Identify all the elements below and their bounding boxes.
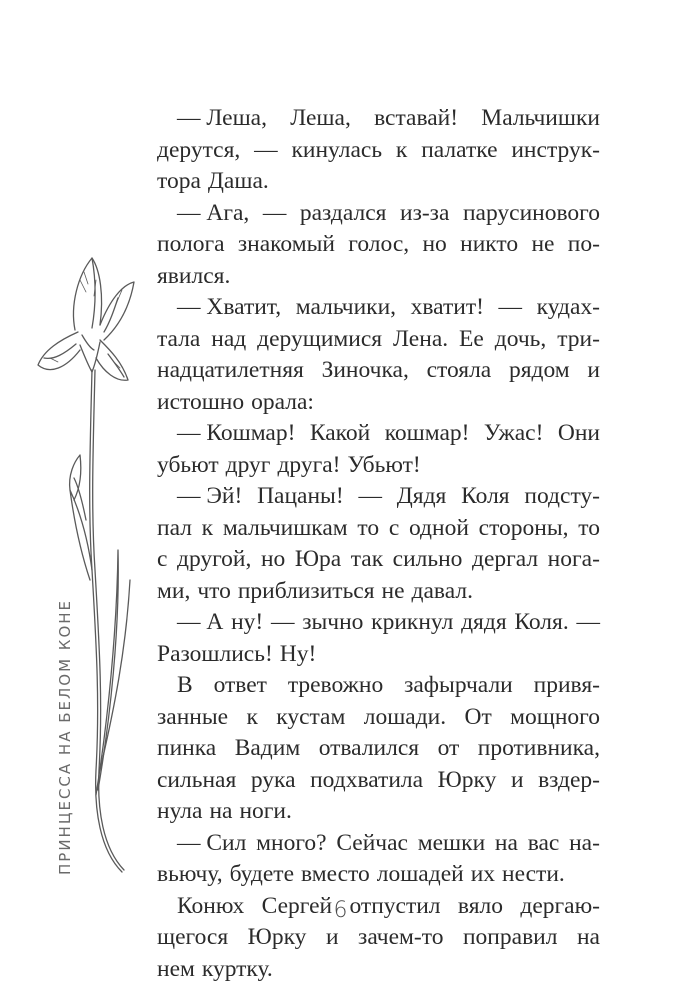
text-line [157,607,600,639]
word: Убьют! [347,451,421,478]
word: Юра [294,546,342,572]
word: друга! [277,451,341,478]
word: — Сил [177,829,247,856]
word: Ну! [279,640,317,667]
word: Юрку [437,766,497,793]
word: — [254,136,278,163]
text-line [157,418,600,450]
text-line [157,103,600,135]
word: дядя [461,609,507,635]
word: Юрку [247,924,307,950]
word: дерущимися [257,325,383,352]
text-line [157,733,600,765]
text-line [157,765,600,797]
word: противника, [477,735,600,761]
word: от [437,735,460,761]
word: на- [569,829,600,856]
word: отпустил [349,892,441,919]
word: на [209,798,233,824]
word: вяло [457,892,503,919]
word: вставай! [374,105,459,131]
word: Лена. [393,325,449,352]
word: подхватила [310,766,424,793]
word: рядом [508,357,570,383]
body-text [157,103,600,985]
word: Зиночка, [321,357,409,383]
word: Они [557,420,600,446]
word: приблизиться [237,577,375,604]
word: нула [157,798,203,824]
text-line [157,954,600,986]
text-line [157,639,600,671]
word: вместо [301,861,370,887]
word: — Эй! [177,483,243,509]
page-number: 6 [333,898,348,923]
word: к [395,136,408,163]
word: зычно [302,609,364,635]
word: подсту- [524,483,600,509]
word: но [260,546,286,572]
text-line [157,166,600,198]
word: мальчики, [295,294,397,320]
word: и [510,766,524,793]
iris-flower-illustration [30,250,150,880]
word: по- [567,231,600,257]
word: так [350,546,384,572]
word: кинулась [291,136,383,163]
word: дергал [471,546,539,572]
word: ноги. [239,798,292,824]
word: В [177,672,193,698]
word: нем [157,955,195,982]
word: щегося [157,924,229,950]
word: и [325,924,339,950]
word: их [470,861,496,887]
word: голос, [348,231,410,257]
word: лошадей [376,861,464,887]
text-line [157,355,600,387]
word: три- [557,325,600,352]
word: к [246,703,258,730]
word: Вадим [234,735,301,761]
text-line [157,670,600,702]
text-line [157,576,600,608]
word: мощного [510,703,600,730]
word: отвалился [318,735,420,761]
word: рука [250,766,296,793]
word: Леша, [290,105,351,131]
word: пал [157,514,192,541]
word: поправил [462,924,558,950]
word: Дядя [396,483,447,509]
word: куртку. [201,955,273,982]
word: стороны, [478,514,569,541]
word: сильная [157,766,237,793]
word: пинка [157,735,217,761]
word: кошмар! [384,420,470,446]
word: лошади. [363,703,447,730]
word: убьют [157,451,219,478]
text-line [157,513,600,545]
word: надцатилетняя [157,357,304,383]
word: — Хватит, [177,294,282,320]
word: От [464,703,492,730]
word: на [494,829,518,856]
word: с [388,514,400,541]
word: тала [157,325,201,352]
word: ответ [213,672,267,698]
word: — [262,199,287,226]
word: не [381,577,405,604]
word: знакомый [237,231,335,257]
word: мешки [417,829,486,856]
word: зачем-то [358,924,444,950]
word: тора [157,168,201,194]
word: дергаю- [520,892,600,919]
word: нести. [502,861,565,887]
word: кудах- [536,294,600,320]
word: нога- [547,546,600,572]
word: — Кошмар! [177,420,296,446]
word: но [422,231,447,257]
word: — [270,609,295,635]
word: дочь, [494,325,547,352]
text-line [157,292,600,324]
word: что [197,577,231,604]
word: Даша. [207,168,269,194]
word: одной [408,514,469,541]
text-line [157,135,600,167]
word: Коля [461,483,510,509]
word: Сергей [261,892,333,919]
word: другой, [176,546,252,572]
word: сильно [392,546,463,572]
word: то [357,514,380,541]
word: ми, [157,577,191,604]
word: стояла [426,357,492,383]
word: то [578,514,600,541]
word: с [157,546,168,572]
word: Какой [309,420,371,446]
word: вьючу, [157,861,223,887]
word: к [201,514,214,541]
word: крикнул [371,609,454,635]
word: палатке [421,136,498,163]
word: истошно [157,388,245,415]
text-line [157,229,600,261]
word: привя- [533,672,600,698]
text-line [157,198,600,230]
word: будете [229,861,294,887]
word: Коля. [514,609,569,635]
text-line [157,922,600,954]
word: тревожно [287,672,384,698]
word: Пацаны! [257,483,344,509]
text-line [157,702,600,734]
word: друг [225,451,271,478]
word: орала: [251,388,314,415]
word: раздался [299,199,387,226]
word: Мальчишки [481,105,600,131]
word: — А [177,609,224,635]
word: Разошлись! [157,640,273,667]
word: мальчишкам [222,514,348,541]
word: Ужас! [483,420,544,446]
word: — [576,609,600,635]
text-line [157,481,600,513]
text-line [157,387,600,419]
word: — [498,294,523,320]
text-line [157,450,600,482]
running-title: ПРИНЦЕССА НА БЕЛОМ КОНЕ [56,598,74,875]
word: вас [527,829,560,856]
text-line [157,859,600,891]
word: Ее [459,325,484,352]
word: много? [256,829,327,856]
word: никто [460,231,519,257]
word: из-за [400,199,450,226]
text-line [157,261,600,293]
text-line [157,324,600,356]
word: — Леша, [177,105,267,131]
word: зафырчали [404,672,513,698]
word: кустам [276,703,346,730]
word: Сейчас [336,829,408,856]
word: на [576,924,600,950]
text-line [157,828,600,860]
word: дерутся, [157,136,241,163]
text-line [157,796,600,828]
text-line [157,544,600,576]
word: Конюх [177,892,245,919]
word: хватит! [410,294,484,320]
word: занные [157,703,229,730]
word: вздер- [538,766,600,793]
word: — Ага, [177,199,250,226]
word: инструк- [511,136,600,163]
word: давал. [411,577,473,604]
word: ну! [231,609,264,635]
word: и [587,357,600,383]
word: явился. [157,262,231,289]
word: — [358,483,382,509]
word: парусинового [462,199,600,226]
word: полога [157,231,225,257]
word: не [531,231,555,257]
word: над [211,325,247,352]
